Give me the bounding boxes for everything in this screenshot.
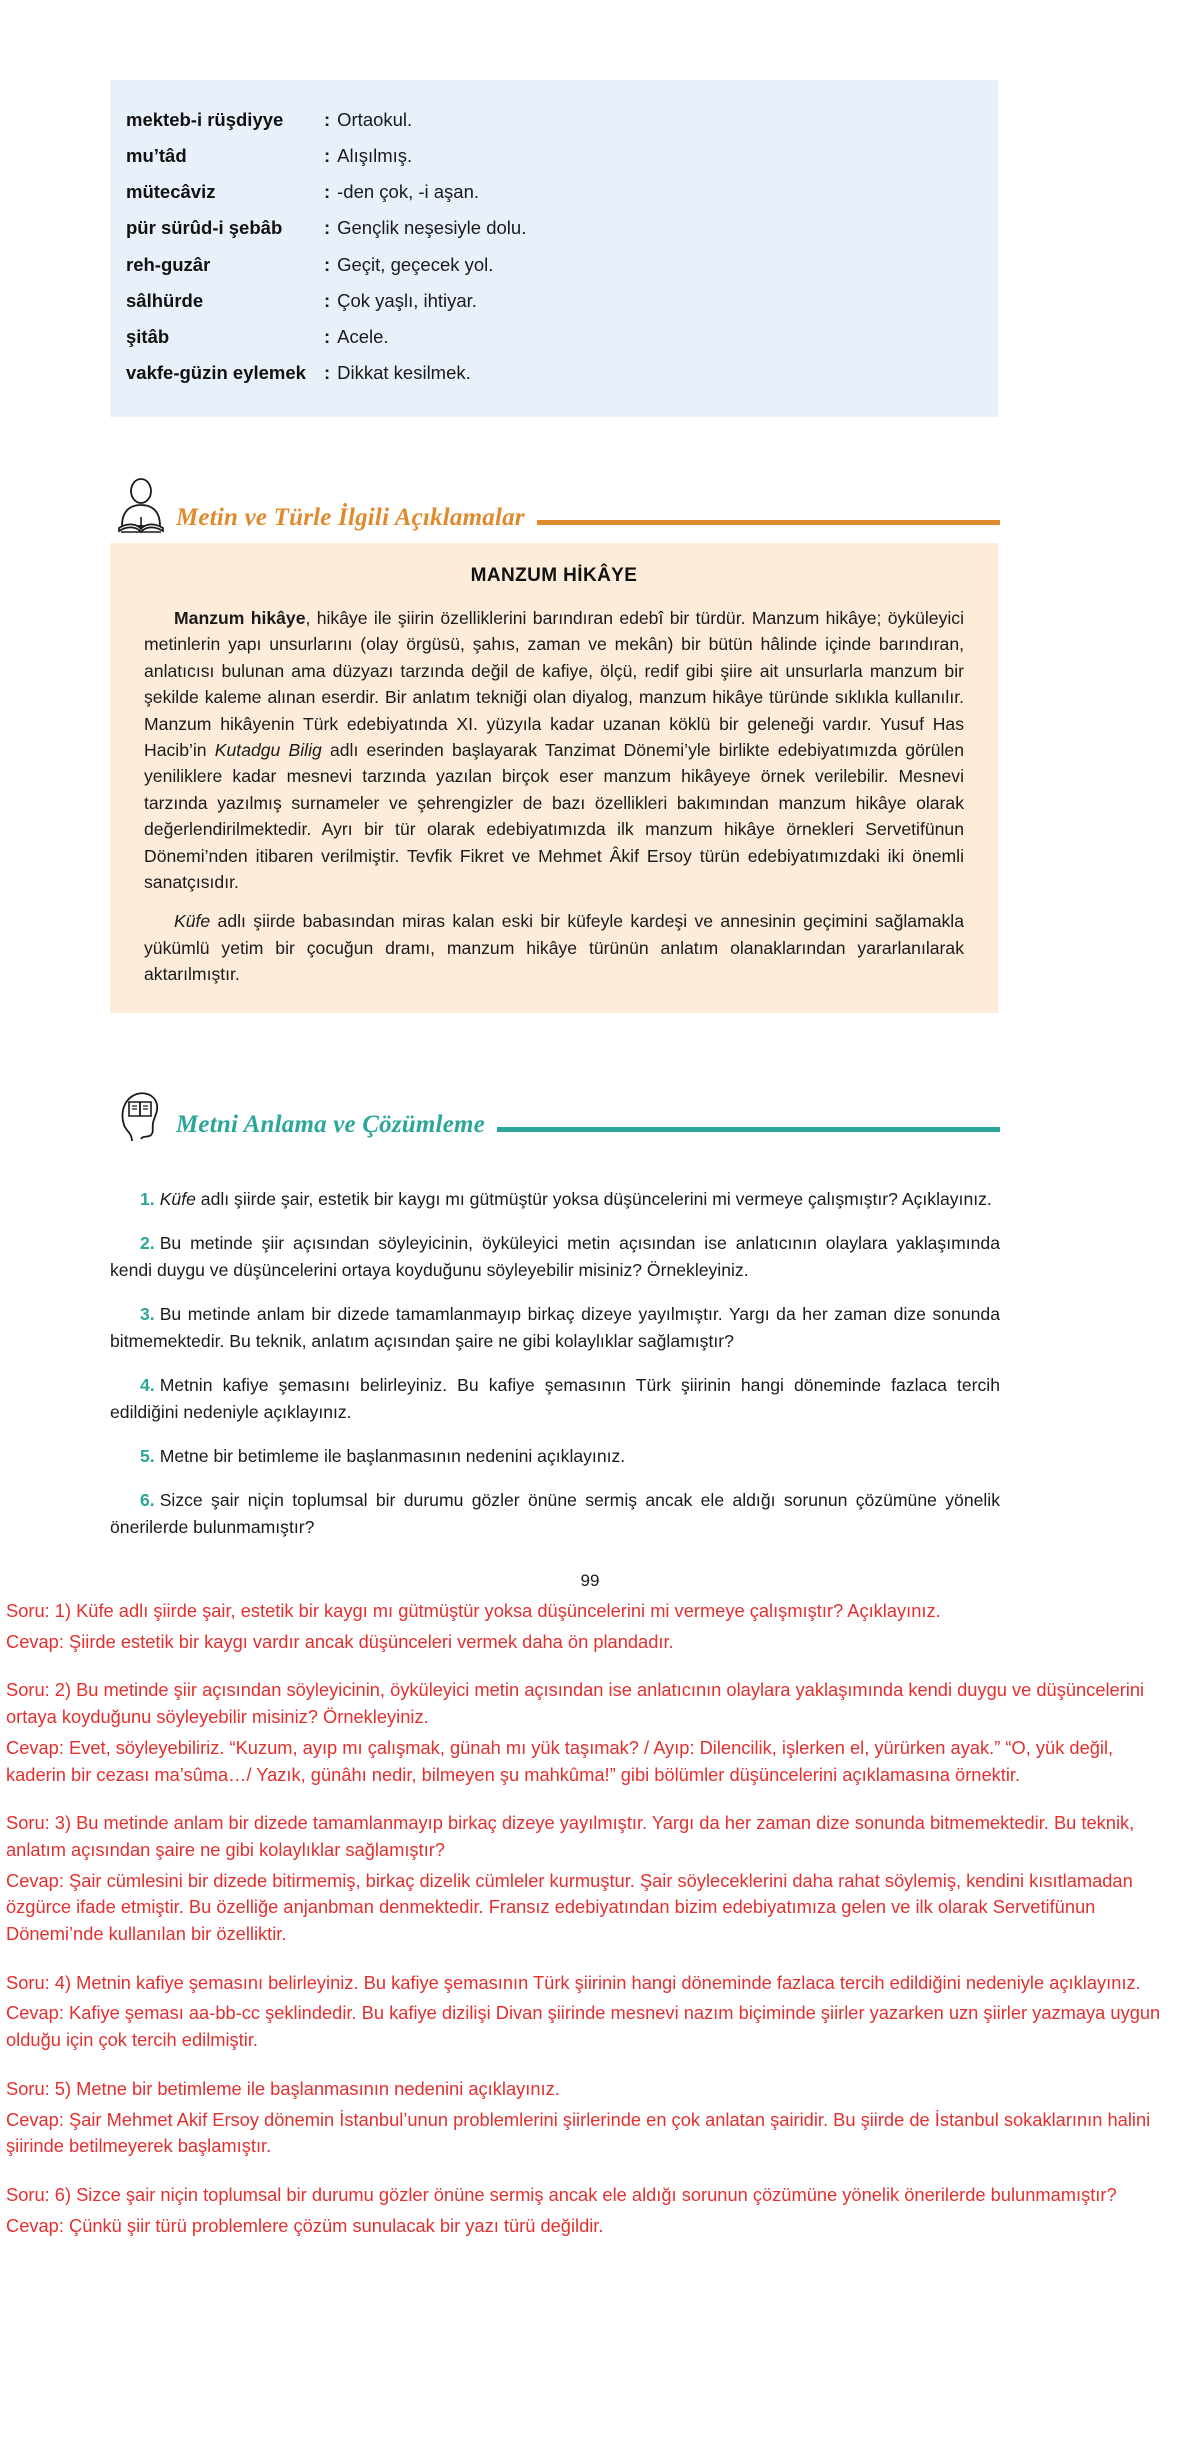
glossary-term: şitâb: [126, 325, 170, 347]
explanation-box-title: MANZUM HİKÂYE: [470, 565, 638, 586]
annotation-question: Soru: 2) Bu metinde şiir açısından söyleyicinin, öyküleyici metin açısından ise anlatıcının olaylara yaklaşımında kendi duygu ve düşüncelerini ortaya koyduğunu söyleyebilir misiniz? Örnekleyiniz.: [6, 1679, 1145, 1728]
explanation-box: [110, 543, 998, 1013]
glossary-term: sâlhürde: [126, 289, 204, 311]
glossary-rows: [126, 102, 526, 391]
glossary-term: pür sürûd-i şebâb: [126, 217, 283, 239]
glossary-table: [126, 102, 526, 391]
glossary-box: [110, 80, 998, 417]
question-text: adlı şiirde şair, estetik bir kaygı mı gütmüştür yoksa düşüncelerini mi vermeye çalışmıştır? Açıklayınız.: [195, 1188, 992, 1209]
section-title-explanations: Metin ve Türle İlgili Açıklamalar: [176, 504, 525, 531]
annotation-question: Soru: 6) Sizce şair niçin toplumsal bir durumu gözler önüne sermiş ancak ele aldığı sorunun çözümüne yönelik önerilerde bulunmamıştır?: [6, 2183, 1117, 2205]
glossary-colon: :: [323, 109, 331, 130]
question-number: 3.: [140, 1303, 155, 1324]
explanation-lead-term: Manzum hikâye: [174, 608, 306, 628]
question-italic-term: Küfe: [159, 1188, 196, 1209]
section-header-explanations: [110, 478, 1000, 536]
glossary-colon: :: [323, 181, 331, 203]
annotation-question: Soru: 5) Metne bir betimleme ile başlanmasının nedenini açıklayınız.: [6, 2077, 560, 2099]
question-item: [110, 1372, 1000, 1425]
glossary-term: reh-guzâr: [126, 253, 211, 275]
explanation-paragraph-1: [144, 605, 964, 895]
question-item: [110, 1186, 1000, 1213]
glossary-colon: :: [323, 253, 331, 275]
question-number: 6.: [140, 1490, 155, 1511]
glossary-row: [126, 138, 526, 174]
section-rule-teal: [497, 1127, 1000, 1132]
section-header-comprehension: [110, 1085, 1000, 1143]
glossary-definition: Ortaokul.: [337, 109, 413, 130]
annotation-answer: Cevap: Şiirde estetik bir kaygı vardır ancak düşünceleri vermek daha ön plandadır.: [6, 1630, 674, 1652]
glossary-row: [126, 355, 526, 391]
glossary-term: mekteb-i rüşdiyye: [126, 109, 284, 130]
glossary-row: [126, 174, 526, 210]
glossary-row: [126, 247, 526, 283]
explanation-body-part-1: , hikâye ile şiirin özelliklerini barındıran edebî bir türdür. Manzum hikâye; öyküleyici metinlerin yapı unsurlarını (olay örgüsü, şahıs, zaman ve mekân) bir bütün hâlinde içinde barındıran, anlatıcısı bulunan ama düzyazı tarzında değil de kafiye, ölçü, redif gibi şiire ait unsurlarla manzum bir şekilde kaleme alınan eserdir. Bir anlatım tekniği olan diyalog, manzum hikâye türünde sıklıkla kullanılır. Manzum hikâyenin Türk edebiyatında XI. yüzyıla kadar uzanan köklü bir geleneği vardır. Yusuf Has Hacib’in: [144, 608, 964, 760]
question-item: [110, 1301, 1000, 1354]
annotation-answer: Cevap: Şair cümlesini bir dizede bitirmemiş, birkaç dizelik cümleler kurmuştur. Şair söyleceklerini daha rahat söylemiş, kendini kısıtlamadan özgürce ifade etmiştir. Bu özelliğe anjanbman denmektedir. Fransız edebiyatından bizim edebiyatımıza gelen ve ilk olarak Servetifünun Dönemi’nde kullanılan bir özelliktir.: [6, 1869, 1133, 1945]
annotation-answers-block: [6, 1598, 1174, 2255]
head-book-icon: [110, 1085, 172, 1143]
explanation-poem-title: Küfe: [174, 911, 211, 932]
explanation-body-part-3: adlı şiirde babasından miras kalan eski bir küfeyle kardeşi ve annesinin geçimini sağlamakla yükümlü yetim bir çocuğun dramı, manzum hikâye türünün anlatım olanaklarından yararlanılarak aktarılmıştır.: [144, 911, 964, 985]
annotation-question: Soru: 1) Küfe adlı şiirde şair, estetik bir kaygı mı gütmüştür yoksa düşüncelerini mi vermeye çalışmıştır? Açıklayınız.: [6, 1600, 941, 1621]
glossary-definition: -den çok, -i aşan.: [337, 181, 480, 203]
glossary-definition: Geçit, geçecek yol.: [337, 253, 494, 275]
question-item: [110, 1443, 1000, 1470]
page-number: 99: [580, 1571, 600, 1590]
explanation-paragraph-2: [144, 908, 964, 987]
glossary-definition: Dikkat kesilmek.: [337, 361, 471, 383]
glossary-colon: :: [323, 289, 331, 311]
glossary-row: [126, 102, 526, 138]
question-text: Bu metinde şiir açısından söyleyicinin, öyküleyici metin açısından ise anlatıcının olaylara yaklaşımında kendi duygu ve düşüncelerini ortaya koyduğunu söyleyebilir misiniz? Örnekleyiniz.: [110, 1232, 1000, 1280]
glossary-colon: :: [323, 361, 331, 383]
glossary-row: [126, 319, 526, 355]
question-text: Metnin kafiye şemasını belirleyiniz. Bu kafiye şemasının Türk şiirinin hangi döneminde fazlaca tercih edildiğini nedeniyle açıklayınız.: [110, 1375, 1000, 1422]
glossary-definition: Acele.: [337, 325, 389, 347]
glossary-term: mütecâviz: [126, 181, 216, 203]
question-item: [110, 1230, 1000, 1283]
glossary-row: [126, 283, 526, 319]
annotation-answer: Cevap: Şair Mehmet Akif Ersoy dönemin İstanbul’unun problemlerini şiirlerinde en çok anlatan şairidir. Bu şiirde de İstanbul sokaklarının halini şiirinde betilmeyerek başlamıştır.: [6, 2108, 1151, 2157]
question-number: 2.: [140, 1232, 155, 1253]
glossary-colon: :: [323, 325, 331, 347]
glossary-term: vakfe-güzin eylemek: [126, 361, 306, 383]
comprehension-questions-list: [110, 1168, 1000, 1555]
question-number: 4.: [140, 1375, 155, 1396]
glossary-definition: Alışılmış.: [337, 145, 413, 167]
reading-person-icon: [110, 478, 172, 536]
question-item: [110, 1487, 1000, 1540]
annotation-answer: Cevap: Çünkü şiir türü problemlere çözüm sunulacak bir yazı türü değildir.: [6, 2214, 604, 2236]
glossary-colon: :: [323, 145, 331, 167]
glossary-definition: Çok yaşlı, ihtiyar.: [337, 289, 477, 311]
question-text: Sizce şair niçin toplumsal bir durumu gözler önüne sermiş ancak ele aldığı sorunun çözümüne yönelik önerilerde bulunmamıştır?: [110, 1490, 1000, 1538]
glossary-colon: :: [323, 217, 331, 239]
annotation-answer: Cevap: Evet, söyleyebiliriz. “Kuzum, ayıp mı çalışmak, günah mı yük taşımak? / Ayıp: Dilencilik, işlerken el, yürürken ayak.” “O, yük değil, kaderin bir cezası ma’sûma…/ Yazık, günâhı nedir, bilmeyen şu mahkûma!” gibi bölümler düşüncelerini açıklamasına örnektir.: [6, 1736, 1114, 1785]
glossary-term: mu’tâd: [126, 145, 187, 167]
question-number: 1.: [140, 1188, 155, 1209]
glossary-definition: Gençlik neşesiyle dolu.: [337, 217, 527, 239]
section-title-comprehension: Metni Anlama ve Çözümleme: [176, 1111, 485, 1138]
question-text: Metne bir betimleme ile başlanmasının nedenini açıklayınız.: [159, 1446, 626, 1467]
question-text: Bu metinde anlam bir dizede tamamlanmayıp birkaç dizeye yayılmıştır. Yargı da her zaman dize sonunda bitmemektedir. Bu teknik, anlatım açısından şaire ne gibi kolaylıklar sağlamıştır?: [110, 1303, 1000, 1351]
annotation-question: Soru: 4) Metnin kafiye şemasını belirleyiniz. Bu kafiye şemasının Türk şiirinin hangi döneminde fazlaca tercih edildiğini nedeniyle açıklayınız.: [6, 1971, 1141, 1993]
explanation-italic-title: Kutadgu Bilig: [214, 739, 322, 760]
section-rule-orange: [537, 520, 1000, 525]
explanation-body-part-2: adlı eserinden başlayarak Tanzimat Dönemi’yle birlikte edebiyatımızda görülen yeniliklere kadar mesnevi tarzında yazılan birçok eser manzum hikâyeye örnek verilebilir. Mesnevi tarzında yazılmış surnameler ve şehrengizler de bazı özellikleri bakımından manzum hikâye olarak değerlendirilmektedir. Ayrı bir tür olarak edebiyatımızda ilk manzum hikâye örnekleri Servetifünun Dönemi’nden itibaren verilmiştir. Tevfik Fikret ve Mehmet Âkif Ersoy türün edebiyatımızdaki iki önemli sanatçısıdır.: [144, 739, 964, 892]
question-number: 5.: [140, 1446, 155, 1467]
annotation-question: Soru: 3) Bu metinde anlam bir dizede tamamlanmayıp birkaç dizeye yayılmıştır. Yargı da her zaman dize sonunda bitmemektedir. Bu teknik, anlatım açısından şaire ne gibi kolaylıklar sağlamıştır?: [6, 1812, 1135, 1860]
annotation-answer: Cevap: Kafiye şeması aa-bb-cc şeklindedir. Bu kafiye dizilişi Divan şiirinde mesnevi nazım biçiminde şiirler yazarken uzn şiirler yazmaya uygun olduğu için çok tercih edilmiştir.: [6, 2002, 1161, 2051]
glossary-row: [126, 210, 526, 246]
